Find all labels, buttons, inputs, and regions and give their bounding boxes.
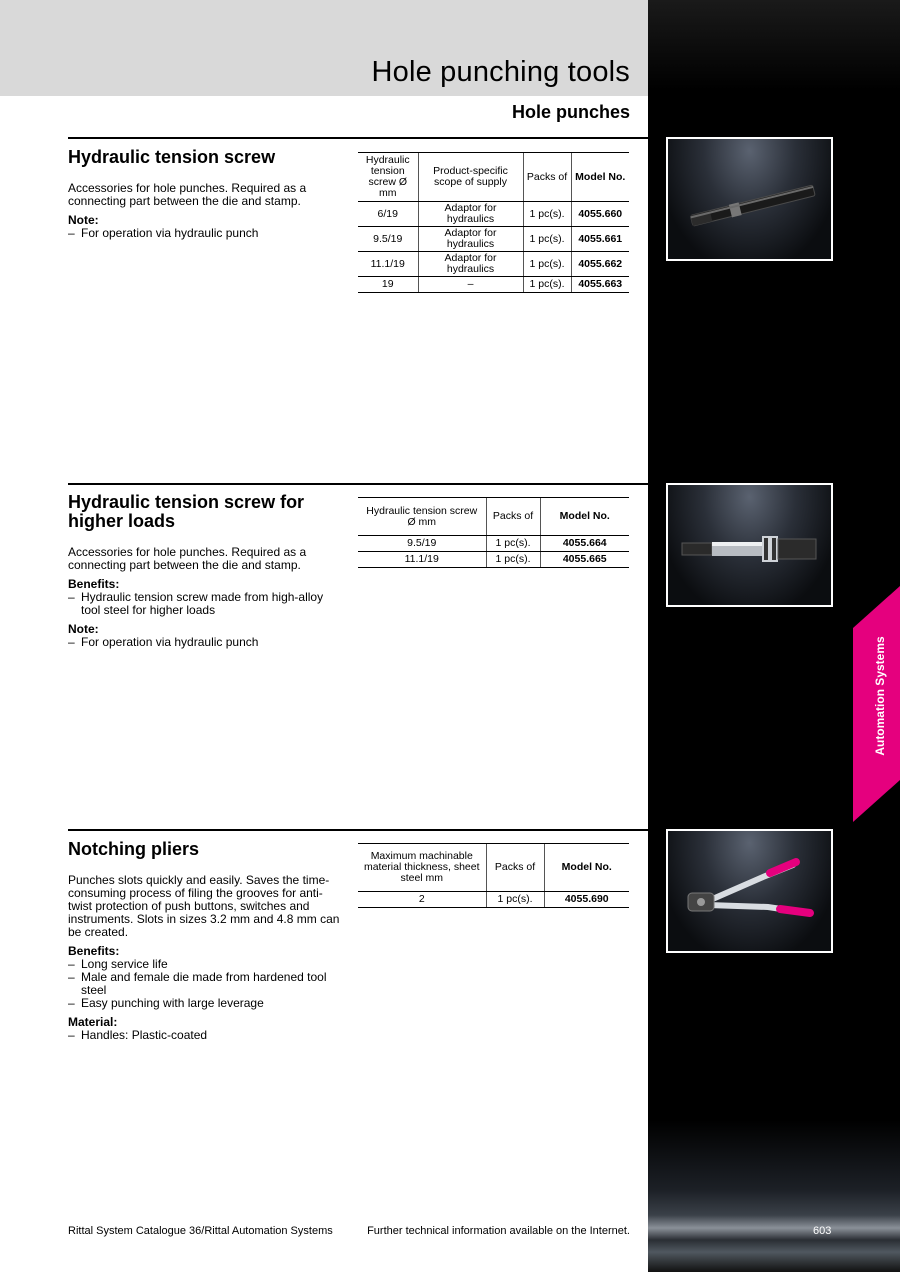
- table-cell: 11.1/19: [358, 552, 486, 568]
- table-cell: 6/19: [358, 202, 418, 227]
- table-cell: 1 pc(s).: [486, 892, 544, 908]
- notching-pliers-image: [668, 831, 831, 951]
- list-item: – For operation via hydraulic punch: [68, 636, 343, 649]
- table-cell: 1 pc(s).: [523, 202, 571, 227]
- benefits-label: Benefits:: [68, 577, 120, 591]
- table-cell: 11.1/19: [358, 252, 418, 277]
- table-cell: 9.5/19: [358, 227, 418, 252]
- table-row: [358, 892, 629, 908]
- description: Accessories for hole punches. Required as a connecting part between the die and stamp.: [68, 545, 307, 572]
- high-load-screw-image: [668, 485, 831, 605]
- product-photo-tension-screw: [666, 137, 833, 261]
- page-subtitle: Hole punches: [511, 102, 630, 122]
- list-item: – Handles: Plastic-coated: [68, 1029, 343, 1042]
- model-number: 4055.663: [571, 277, 629, 293]
- column-header: Product-specific scope of supply: [418, 153, 523, 202]
- column-header: Model No.: [544, 844, 629, 892]
- section-title-tension-screw: Hydraulic tension screw: [68, 147, 276, 167]
- model-number: 4055.661: [571, 227, 629, 252]
- note-label: Note:: [68, 213, 99, 227]
- table-cell: 1 pc(s).: [486, 536, 540, 552]
- model-number: 4055.664: [540, 536, 629, 552]
- side-tab-label: Automation Systems: [873, 636, 887, 756]
- column-header: Packs of: [523, 153, 571, 202]
- table-row: [358, 202, 629, 227]
- tension-screw-image: [668, 139, 831, 259]
- product-photo-tension-screw-high-load: [666, 483, 833, 607]
- column-header: Packs of: [486, 498, 540, 536]
- footer-info: Further technical information available on the Internet.: [367, 1225, 630, 1237]
- page-title: Hole punching tools: [371, 56, 630, 88]
- section-rule: [68, 137, 648, 139]
- list-item: – Male and female die made from hardened tool steel: [68, 971, 343, 997]
- table-row: [358, 227, 629, 252]
- product-photo-notching-pliers: [666, 829, 833, 953]
- column-header: Packs of: [486, 844, 544, 892]
- column-header: Model No.: [571, 153, 629, 202]
- section-body-notching-pliers: [68, 874, 343, 1042]
- table-cell: 1 pc(s).: [486, 552, 540, 568]
- table-row: [358, 552, 629, 568]
- column-header: Model No.: [540, 498, 629, 536]
- model-number: 4055.665: [540, 552, 629, 568]
- page-number: 603: [813, 1225, 832, 1237]
- table-cell: 19: [358, 277, 418, 293]
- footer-catalogue: Rittal System Catalogue 36/Rittal Automation Systems: [68, 1225, 333, 1237]
- column-header: Hydraulic tension screw Ø mm: [358, 498, 486, 536]
- list-item: – Hydraulic tension screw made from high-alloy tool steel for higher loads: [68, 591, 343, 617]
- table-cell: 2: [358, 892, 486, 908]
- section-body-tension-screw-high-load: [68, 546, 343, 649]
- column-header: Maximum machinable material thickness, sheet steel mm: [358, 844, 486, 892]
- list-item: – Long service life: [68, 958, 343, 971]
- description: Punches slots quickly and easily. Saves the time-consuming process of filing the grooves for anti-twist protection of push buttons, switches and instruments. Slots in sizes 3.2 mm and 4.8 mm can be created.: [68, 873, 340, 939]
- table-row: [358, 536, 629, 552]
- model-number: 4055.662: [571, 252, 629, 277]
- table-row: [358, 252, 629, 277]
- table-cell: Adaptor for hydraulics: [418, 202, 523, 227]
- model-number: 4055.660: [571, 202, 629, 227]
- column-header: Hydraulic tension screw Ø mm: [358, 153, 418, 202]
- table-cell: 1 pc(s).: [523, 277, 571, 293]
- section-rule: [68, 483, 648, 485]
- table-cell: –: [418, 277, 523, 293]
- spec-table-tension-screw: [358, 152, 629, 293]
- table-cell: Adaptor for hydraulics: [418, 227, 523, 252]
- note-label: Note:: [68, 622, 99, 636]
- spec-table-notching-pliers: [358, 843, 629, 908]
- material-label: Material:: [68, 1015, 118, 1029]
- section-title-tension-screw-high-load: Hydraulic tension screw for higher loads: [68, 492, 305, 531]
- table-cell: 1 pc(s).: [523, 227, 571, 252]
- section-title-notching-pliers: Notching pliers: [68, 839, 200, 859]
- table-cell: 9.5/19: [358, 536, 486, 552]
- table-cell: Adaptor for hydraulics: [418, 252, 523, 277]
- list-item: – For operation via hydraulic punch: [68, 227, 343, 240]
- list-item: – Easy punching with large leverage: [68, 997, 343, 1010]
- section-body-tension-screw: [68, 182, 343, 240]
- table-row: [358, 277, 629, 293]
- benefits-label: Benefits:: [68, 944, 120, 958]
- table-cell: 1 pc(s).: [523, 252, 571, 277]
- model-number: 4055.690: [544, 892, 629, 908]
- description: Accessories for hole punches. Required as a connecting part between the die and stamp.: [68, 181, 307, 208]
- spec-table-tension-screw-high-load: [358, 497, 629, 568]
- section-rule: [68, 829, 648, 831]
